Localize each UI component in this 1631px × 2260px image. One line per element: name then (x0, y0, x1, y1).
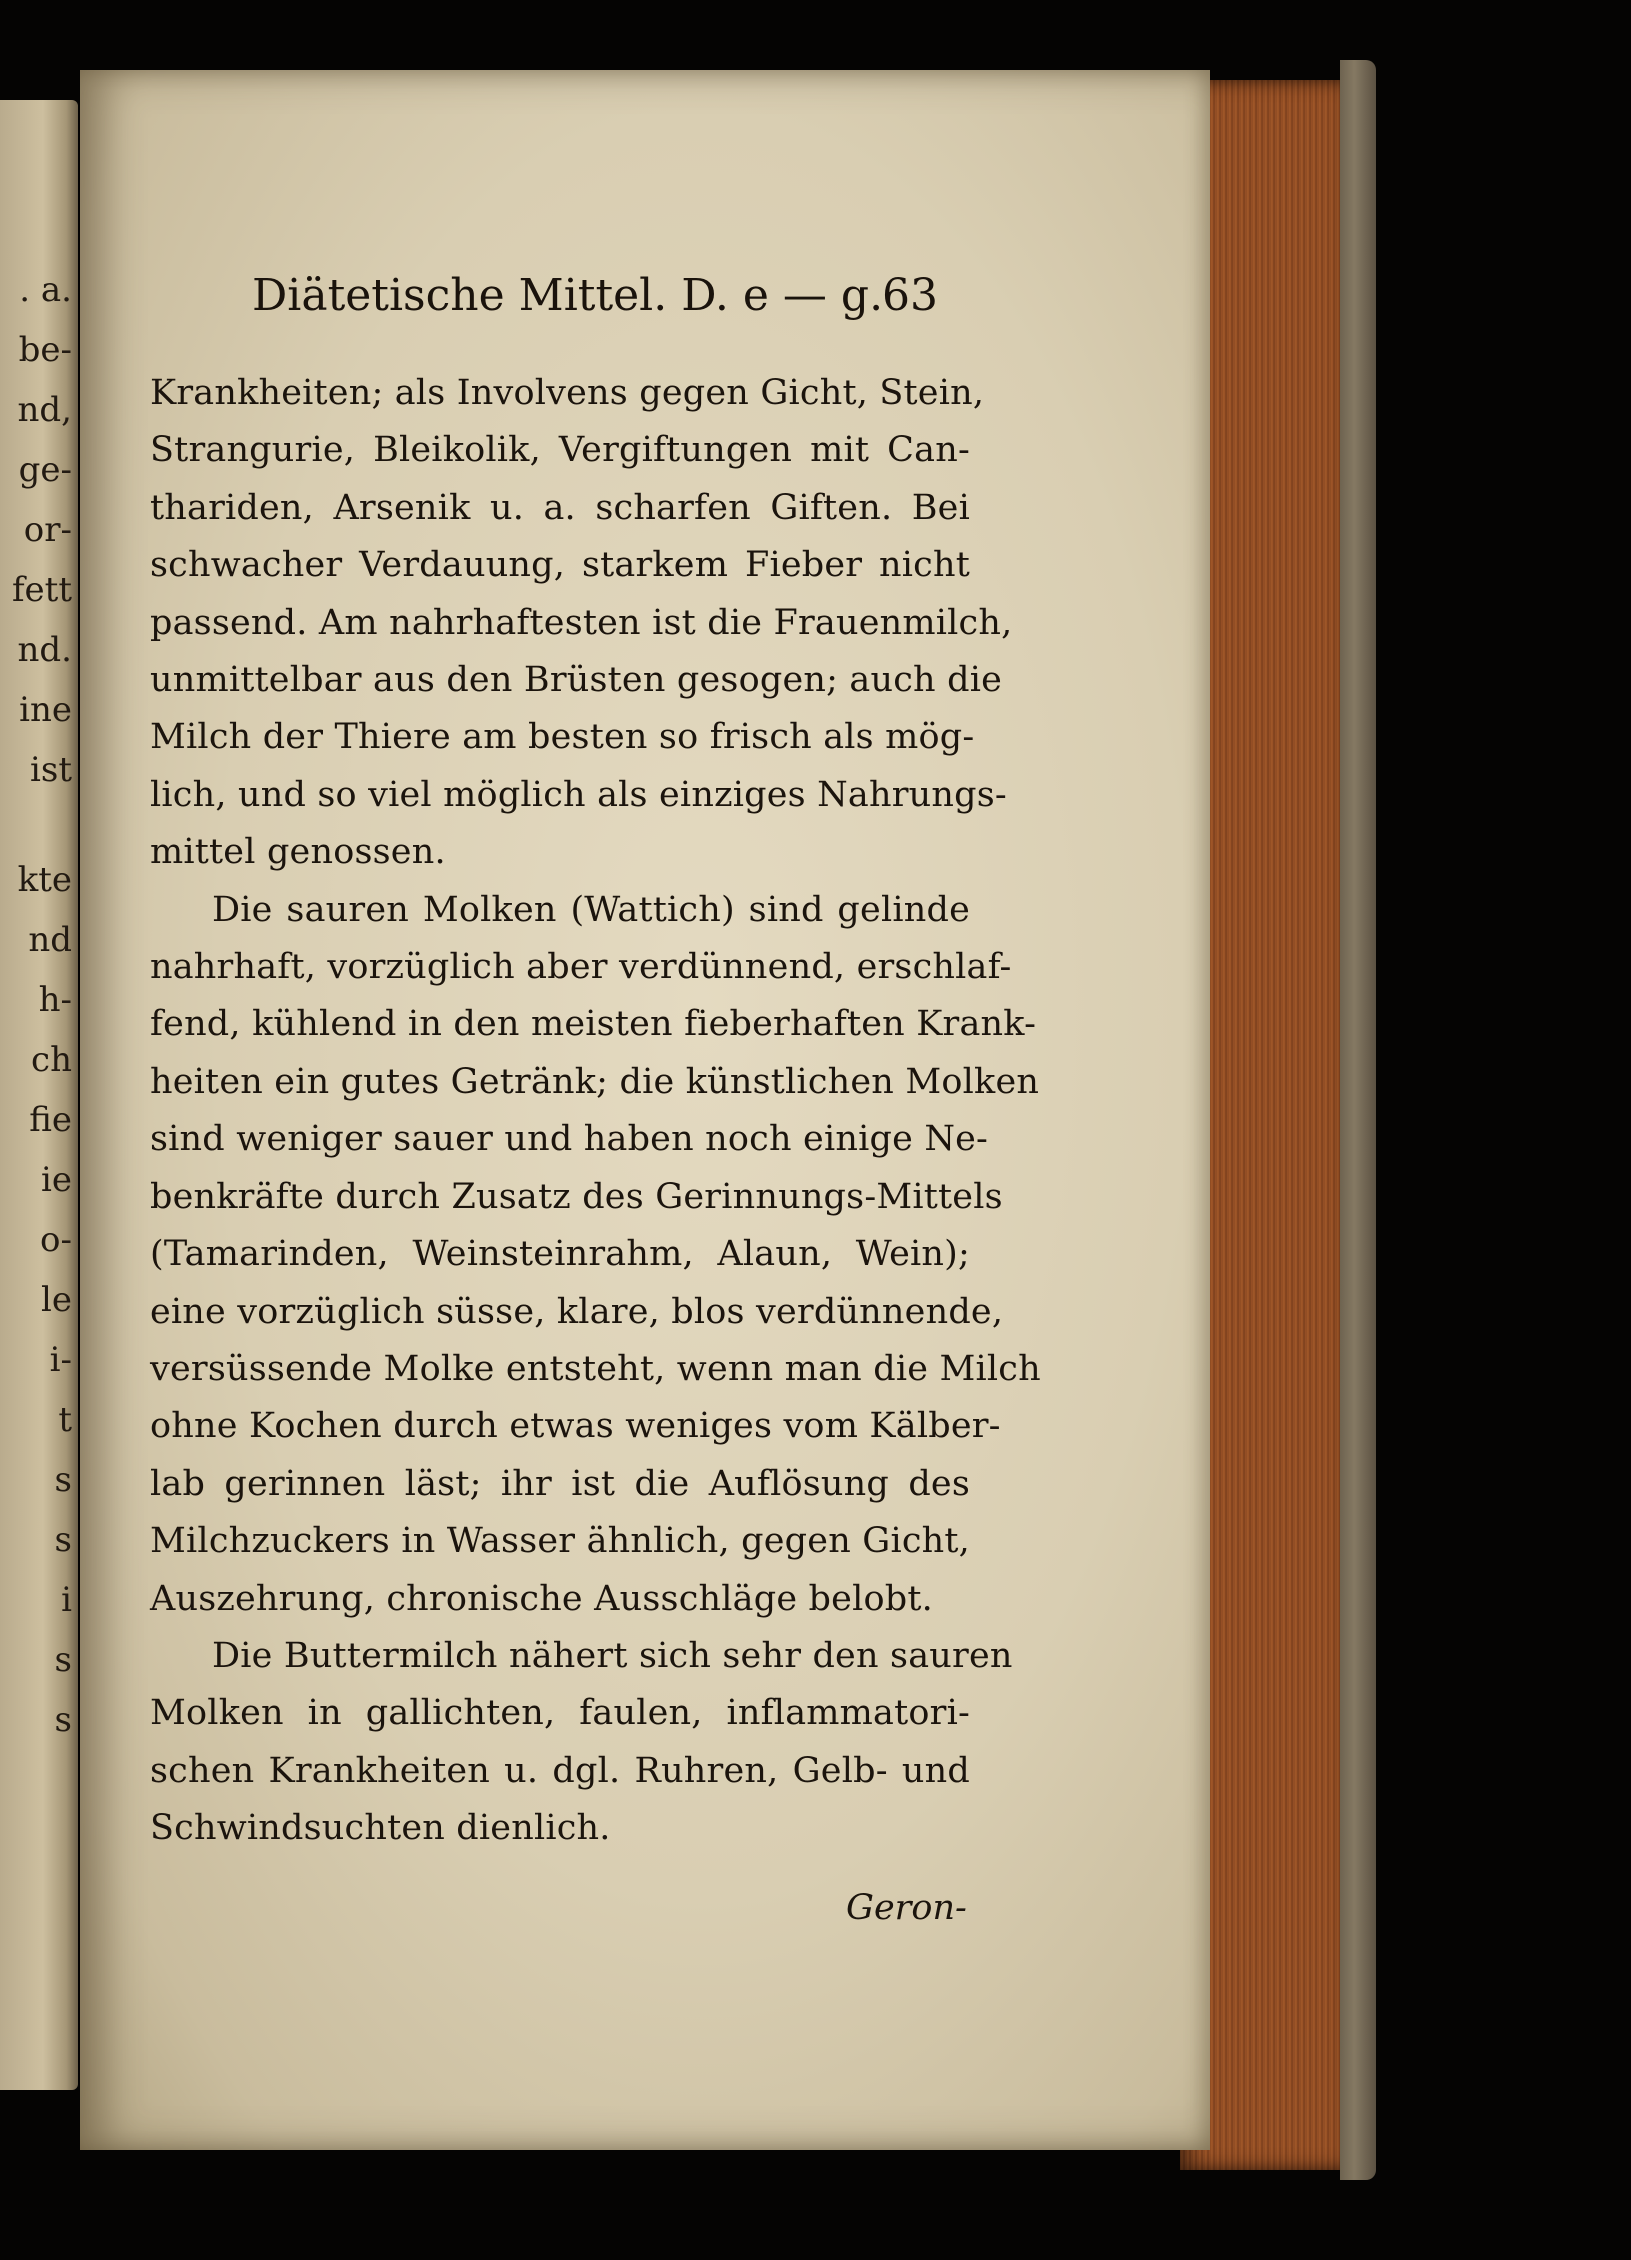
facing-page-fragment: s (54, 1460, 72, 1500)
text-line: mittel genossen. (150, 832, 446, 873)
text-line: Strangurie, Bleikolik, Vergiftungen mit Can- (150, 430, 970, 471)
text-line: sind weniger sauer und haben noch einige Ne- (150, 1119, 989, 1160)
text-line: versüssende Molke entsteht, wenn man die Milch (150, 1348, 1041, 1389)
text-line: ohne Kochen durch etwas weniges vom Kälber- (150, 1406, 1001, 1447)
text-line: schwacher Verdauung, starkem Fieber nicht (150, 545, 970, 586)
facing-page-fragment: ist (30, 750, 72, 790)
text-line: Die Buttermilch nähert sich sehr den sauren (212, 1635, 1013, 1676)
facing-page-fragment: t (58, 1400, 72, 1440)
book-cover-edge (1340, 60, 1376, 2180)
text-line: Molken in gallichten, faulen, inflammatori- (150, 1693, 970, 1734)
facing-page-fragment: nd (28, 920, 72, 960)
running-head: Diätetische Mittel. D. e — g. (252, 270, 884, 321)
text-line: Schwindsuchten dienlich. (150, 1808, 611, 1849)
facing-page-fragment: nd, (17, 390, 72, 430)
facing-page-fragment: s (54, 1700, 72, 1740)
facing-page-edge (0, 100, 78, 2090)
text-line: lich, und so viel möglich als einziges Nahrungs- (150, 774, 1007, 815)
facing-page-fragment: fett (11, 570, 72, 610)
facing-page-fragment: i (61, 1580, 72, 1620)
facing-page-fragment: be- (18, 330, 72, 370)
facing-page-fragment: fie (29, 1100, 72, 1140)
facing-page-fragment: . a. (19, 270, 72, 310)
catchword: Geron- (846, 1888, 967, 1928)
facing-page-fragment: s (54, 1520, 72, 1560)
text-line: Die sauren Molken (Wattich) sind gelinde (212, 889, 970, 930)
text-line: eine vorzüglich süsse, klare, blos verdünnende, (150, 1291, 1004, 1332)
facing-page-fragment: or- (23, 510, 72, 550)
facing-page-fragment: ie (41, 1160, 72, 1200)
text-line: unmittelbar aus den Brüsten gesogen; auch die (150, 660, 1003, 701)
facing-page-fragment: s (54, 1640, 72, 1680)
text-line: Milchzuckers in Wasser ähnlich, gegen Gicht, (150, 1521, 970, 1562)
text-line: lab gerinnen läst; ihr ist die Auflösung des (150, 1463, 970, 1504)
text-line: thariden, Arsenik u. a. scharfen Giften. Bei (150, 487, 970, 528)
facing-page-fragment: ine (19, 690, 72, 730)
text-line: (Tamarinden, Weinsteinrahm, Alaun, Wein); (150, 1234, 970, 1275)
facing-page-fragment: o- (40, 1220, 72, 1260)
text-line: schen Krankheiten u. dgl. Ruhren, Gelb- und (150, 1750, 970, 1791)
text-line: Milch der Thiere am besten so frisch als mög- (150, 717, 975, 758)
facing-page-fragment: nd. (17, 630, 72, 670)
text-line: passend. Am nahrhaftesten ist die Frauenmilch, (150, 602, 1013, 643)
text-line: Krankheiten; als Involvens gegen Gicht, Stein, (150, 373, 985, 413)
text-line: Auszehrung, chronische Ausschläge belobt. (150, 1578, 933, 1619)
body-text (150, 365, 1041, 1858)
text-line: fend, kühlend in den meisten fieberhaften Krank- (150, 1004, 1037, 1045)
facing-page-fragment: h- (38, 980, 72, 1020)
facing-page-fragment: ch (31, 1040, 72, 1080)
facing-page-fragment: le (41, 1280, 72, 1320)
facing-page-fragment: ge- (18, 450, 72, 490)
facing-page-fragment: kte (17, 860, 72, 900)
text-line: benkräfte durch Zusatz des Gerinnungs-Mittels (150, 1176, 1003, 1217)
text-line: nahrhaft, vorzüglich aber verdünnend, erschlaf- (150, 947, 1012, 988)
page-number: 63 (882, 270, 938, 321)
facing-page-fragment: i- (49, 1340, 72, 1380)
text-line: heiten ein gutes Getränk; die künstlichen Molken (150, 1061, 1040, 1102)
